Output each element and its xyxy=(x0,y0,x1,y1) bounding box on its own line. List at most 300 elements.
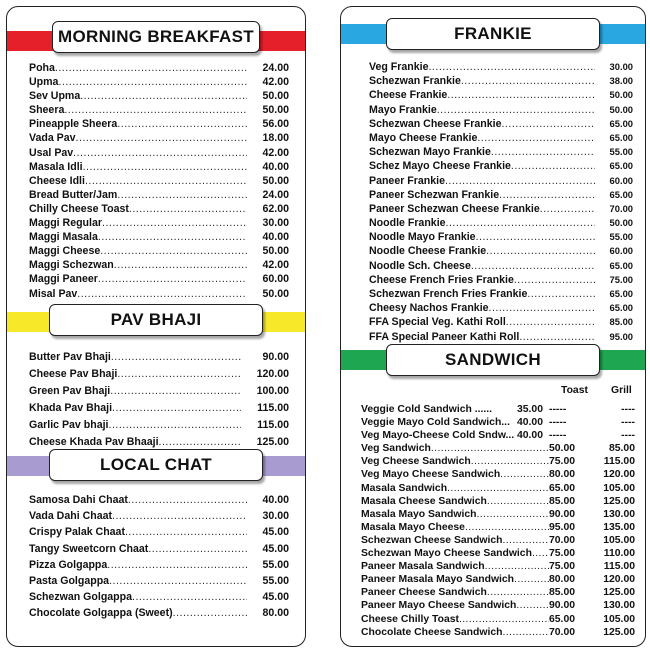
item-price: 45.00 xyxy=(262,526,289,539)
dot-leader xyxy=(487,586,549,599)
item-name: Usal Pav xyxy=(29,146,74,159)
menu-item xyxy=(29,508,289,524)
item-name: Masala Mayo Sandwich xyxy=(361,508,477,520)
toast-price: 75.00 xyxy=(549,456,576,468)
item-price: 65.00 xyxy=(609,188,633,200)
dot-leader xyxy=(499,188,595,202)
menu-item xyxy=(29,160,289,174)
dot-leader xyxy=(100,244,247,258)
toast-price: 95.00 xyxy=(549,521,576,533)
sandwich-item xyxy=(361,521,635,534)
grill-price: 105.00 xyxy=(603,613,635,625)
toast-dash: ----- xyxy=(549,404,567,415)
menu-item xyxy=(369,74,633,88)
item-price: 65.00 xyxy=(609,160,633,172)
menu-item xyxy=(29,589,289,605)
sandwich-item xyxy=(361,416,635,429)
dot-leader xyxy=(465,521,549,534)
morning-breakfast-list xyxy=(29,61,289,301)
sandwich-item xyxy=(361,547,635,560)
dot-leader xyxy=(437,103,595,117)
menu-item xyxy=(29,188,289,202)
item-price: 38.00 xyxy=(609,75,633,87)
menu-item xyxy=(369,230,633,244)
item-price: 75.00 xyxy=(609,273,633,285)
morning-breakfast-header: MORNING BREAKFAST xyxy=(52,21,260,53)
pav-bhaji-list xyxy=(29,349,289,451)
item-price: 125.00 xyxy=(256,436,289,448)
grill-price: 130.00 xyxy=(603,600,635,612)
dot-leader xyxy=(527,287,595,301)
toast-price: 80.00 xyxy=(549,469,576,481)
dot-leader xyxy=(489,301,595,315)
sandwich-item xyxy=(361,442,635,455)
menu-item xyxy=(29,103,289,117)
sandwich-item xyxy=(361,455,635,468)
menu-item xyxy=(369,88,633,102)
grill-price: 120.00 xyxy=(603,469,635,481)
menu-item xyxy=(369,315,633,329)
dot-leader xyxy=(446,216,595,230)
dot-leader xyxy=(491,145,595,159)
dot-leader xyxy=(117,188,247,202)
item-name: Masala Sandwich xyxy=(361,482,448,494)
dot-leader xyxy=(471,259,595,273)
item-price: 24.00 xyxy=(262,188,289,201)
menu-item xyxy=(369,117,633,131)
item-price: 50.00 xyxy=(262,287,289,300)
item-price: 65.00 xyxy=(609,288,633,299)
item-price: 55.00 xyxy=(609,146,633,158)
dot-leader xyxy=(516,599,549,612)
toast-column-header: Toast xyxy=(561,385,588,396)
menu-item xyxy=(29,258,289,272)
menu-item xyxy=(29,557,289,573)
item-price: 85.00 xyxy=(609,316,633,328)
item-name: Chocolate Golgappa (Sweet) xyxy=(29,607,173,620)
dot-leader xyxy=(540,202,595,216)
item-name: Schezwan Cheese Frankie xyxy=(369,117,502,130)
menu-item xyxy=(29,131,289,145)
item-name: Veggie Cold Sandwich ...... xyxy=(361,404,493,415)
item-name: Veggie Mayo Cold Sandwich... xyxy=(361,417,510,429)
item-name: Cheese Frankie xyxy=(369,89,448,102)
item-price: 65.00 xyxy=(609,131,633,143)
item-price: 50.00 xyxy=(609,89,633,101)
menu-item xyxy=(29,541,289,557)
item-price: 50.00 xyxy=(262,90,289,103)
item-name: FFA Special Veg. Kathi Roll xyxy=(369,316,506,329)
item-price: 40.00 xyxy=(262,160,289,173)
sandwich-item xyxy=(361,495,635,508)
item-name: Veg Frankie xyxy=(369,61,429,73)
grill-price: 85.00 xyxy=(608,443,635,455)
menu-item xyxy=(29,272,289,286)
item-name: Paneer Schezwan Cheese Frankie xyxy=(369,202,540,215)
dot-leader xyxy=(85,174,247,188)
menu-item xyxy=(29,605,289,621)
menu-item xyxy=(369,259,633,273)
item-name: Schez Mayo Cheese Frankie xyxy=(369,160,511,173)
item-price: 50.00 xyxy=(262,104,289,117)
grill-price: ---- xyxy=(621,417,635,429)
dot-leader xyxy=(73,146,247,160)
grill-price: 125.00 xyxy=(603,587,635,599)
dot-leader xyxy=(117,366,241,383)
item-name: Pineapple Sheera xyxy=(29,118,118,131)
menu-item xyxy=(369,60,633,74)
dot-leader xyxy=(83,160,247,174)
dot-leader xyxy=(477,508,550,521)
item-name: Pizza Golgappa xyxy=(29,558,108,571)
dot-leader xyxy=(114,258,247,272)
item-price: 40.00 xyxy=(262,231,289,244)
left-menu-panel xyxy=(6,6,306,647)
item-name: Veg Mayo-Cheese Cold Sndw... xyxy=(361,430,515,442)
menu-item xyxy=(29,202,289,216)
item-name: Veg Mayo Cheese Sandwich xyxy=(361,469,501,481)
item-name: Vada Pav xyxy=(29,132,76,145)
dot-leader xyxy=(76,131,247,145)
dot-leader xyxy=(117,117,247,131)
sandwich-item xyxy=(361,534,635,547)
dot-leader xyxy=(98,230,247,244)
pav-bhaji-header: PAV BHAJI xyxy=(49,304,263,336)
item-price: 56.00 xyxy=(262,118,289,131)
toast-price: 70.00 xyxy=(549,534,576,546)
dot-leader xyxy=(80,89,247,103)
menu-item xyxy=(369,273,633,287)
sandwich-item xyxy=(361,468,635,481)
item-name: Misal Pav xyxy=(29,287,78,300)
dot-leader xyxy=(471,455,549,468)
dot-leader xyxy=(486,244,595,258)
item-name: Cheese Idli xyxy=(29,174,85,187)
menu-item xyxy=(29,573,289,589)
sandwich-item xyxy=(361,613,635,626)
dot-leader xyxy=(445,174,595,188)
menu-item xyxy=(369,159,633,173)
toast-dash: ----- xyxy=(549,417,567,429)
item-price: 62.00 xyxy=(262,202,289,215)
menu-item xyxy=(29,89,289,103)
toast-price: 75.00 xyxy=(549,561,576,573)
item-name: Noodle Sch. Cheese xyxy=(369,259,471,272)
dot-leader xyxy=(112,400,241,417)
menu-item xyxy=(29,216,289,230)
grill-price: 125.00 xyxy=(603,626,635,638)
item-price: 60.00 xyxy=(609,245,633,257)
menu-item xyxy=(369,174,633,188)
menu-item xyxy=(369,330,633,344)
toast-price: 65.00 xyxy=(549,613,576,625)
local-chat-header: LOCAL CHAT xyxy=(49,449,263,481)
item-price: 100.00 xyxy=(256,385,289,397)
item-name: Bread Butter/Jam xyxy=(29,188,118,201)
item-price: 60.00 xyxy=(262,273,289,286)
grill-price: 125.00 xyxy=(603,495,635,507)
menu-item xyxy=(29,174,289,188)
item-name: Maggi Regular xyxy=(29,217,102,230)
item-price: 50.00 xyxy=(262,174,289,187)
item-name: Paneer Frankie xyxy=(369,174,445,187)
dot-leader xyxy=(102,216,247,230)
item-name: Tangy Sweetcorn Chaat xyxy=(29,542,149,555)
item-name: Noodle Frankie xyxy=(369,217,446,230)
dot-leader xyxy=(111,349,241,366)
item-price: 50.00 xyxy=(609,103,633,115)
item-price: 45.00 xyxy=(262,542,289,555)
dot-leader xyxy=(500,468,549,481)
item-price: 65.00 xyxy=(609,259,633,271)
item-name: Chocolate Cheese Sandwich xyxy=(361,626,503,638)
dot-leader xyxy=(506,315,595,329)
grill-price: 115.00 xyxy=(603,456,635,468)
dot-leader xyxy=(173,605,247,621)
dot-leader xyxy=(502,626,549,639)
toast-price: 85.00 xyxy=(549,587,576,599)
item-name: Cheese Chilly Toast xyxy=(361,613,459,625)
menu-item xyxy=(29,146,289,160)
item-price: 115.00 xyxy=(257,419,289,431)
toast-price: 90.00 xyxy=(549,600,576,612)
dot-leader xyxy=(428,60,595,74)
item-price: 30.00 xyxy=(262,510,289,523)
sandwich-list xyxy=(361,403,635,639)
dot-leader xyxy=(487,495,549,508)
item-name: Masala Idli xyxy=(29,160,83,173)
menu-item xyxy=(29,230,289,244)
item-name: FFA Special Paneer Kathi Roll xyxy=(369,330,520,343)
grill-price: ---- xyxy=(621,430,635,442)
cold-price: 40.00 xyxy=(516,430,543,442)
item-price: 50.00 xyxy=(609,217,633,229)
dot-leader xyxy=(476,230,595,244)
dot-leader xyxy=(502,534,549,547)
menu-item xyxy=(369,103,633,117)
sandwich-item xyxy=(361,482,635,495)
local-chat-list xyxy=(29,492,289,622)
menu-item xyxy=(29,492,289,508)
item-price: 40.00 xyxy=(262,494,289,506)
dot-leader xyxy=(58,75,247,89)
item-name: Poha xyxy=(29,62,55,74)
item-name: Cheese Pav Bhaji xyxy=(29,368,118,380)
dot-leader xyxy=(77,287,247,301)
item-price: 30.00 xyxy=(262,217,289,230)
toast-price: 80.00 xyxy=(549,574,576,586)
item-price: 95.00 xyxy=(609,330,633,342)
cold-price: 40.00 xyxy=(516,417,543,429)
dot-leader xyxy=(514,273,595,287)
item-name: Mayo Frankie xyxy=(369,103,437,116)
item-name: Cheese French Fries Frankie xyxy=(369,273,514,286)
menu-item xyxy=(29,400,289,417)
item-name: Noodle Cheese Frankie xyxy=(369,245,487,258)
item-price: 65.00 xyxy=(609,117,633,129)
dot-leader xyxy=(485,560,549,573)
dot-leader xyxy=(447,482,549,495)
menu-item xyxy=(29,524,289,540)
dot-leader xyxy=(112,508,247,524)
item-price: 120.00 xyxy=(256,368,289,380)
menu-item xyxy=(369,287,633,301)
item-name: Schezwan Frankie xyxy=(369,75,461,88)
item-name: Schezwan Golgappa xyxy=(29,591,133,604)
item-price: 90.00 xyxy=(262,351,289,363)
item-name: Maggi Schezwan xyxy=(29,259,114,272)
toast-price: 75.00 xyxy=(549,548,576,560)
grill-price: ---- xyxy=(621,404,635,415)
menu-item xyxy=(29,349,289,366)
item-name: Upma xyxy=(29,76,59,89)
menu-item xyxy=(369,216,633,230)
item-price: 45.00 xyxy=(262,591,289,604)
item-name: Sev Upma xyxy=(29,90,81,103)
toast-price: 90.00 xyxy=(549,508,576,520)
item-name: Veg Cheese Sandwich xyxy=(361,456,471,468)
menu-item xyxy=(369,145,633,159)
grill-price: 135.00 xyxy=(603,521,635,533)
item-name: Veg Sandwich xyxy=(361,443,431,455)
grill-price: 105.00 xyxy=(603,482,635,494)
item-name: Maggi Cheese xyxy=(29,245,101,258)
dot-leader xyxy=(501,117,595,131)
item-name: Schezwan French Fries Frankie xyxy=(369,288,528,300)
dot-leader xyxy=(109,573,247,589)
item-name: Noodle Mayo Frankie xyxy=(369,231,476,244)
dot-leader xyxy=(129,202,247,216)
item-price: 115.00 xyxy=(257,402,289,414)
frankie-list xyxy=(369,60,633,344)
item-price: 80.00 xyxy=(262,607,289,620)
dot-leader xyxy=(447,88,595,102)
grill-price: 130.00 xyxy=(603,508,635,520)
grill-price: 110.00 xyxy=(603,548,635,560)
menu-item xyxy=(369,202,633,216)
sandwich-item xyxy=(361,573,635,586)
menu-item xyxy=(29,75,289,89)
item-price: 65.00 xyxy=(609,302,633,314)
item-name: Maggi Masala xyxy=(29,231,98,244)
grill-price: 120.00 xyxy=(603,574,635,586)
sandwich-item xyxy=(361,560,635,573)
menu-item xyxy=(29,117,289,131)
item-name: Paneer Mayo Cheese Sandwich xyxy=(361,600,517,612)
item-price: 50.00 xyxy=(262,245,289,258)
menu-item xyxy=(369,301,633,315)
menu-item xyxy=(369,188,633,202)
item-price: 60.00 xyxy=(609,174,633,186)
item-price: 42.00 xyxy=(262,76,289,89)
toast-dash: ----- xyxy=(549,430,567,442)
dot-leader xyxy=(125,524,247,540)
item-price: 18.00 xyxy=(262,132,289,145)
menu-item xyxy=(29,383,289,400)
dot-leader xyxy=(107,557,247,573)
item-name: Masala Mayo Cheese xyxy=(361,521,465,533)
frankie-header: FRANKIE xyxy=(386,18,600,50)
dot-leader xyxy=(132,589,247,605)
sandwich-item xyxy=(361,599,635,612)
item-name: Pasta Golgappa xyxy=(29,574,110,587)
menu-item xyxy=(29,244,289,258)
item-price: 42.00 xyxy=(262,259,289,272)
item-name: Paneer Masala Sandwich xyxy=(361,561,485,573)
item-name: Cheesy Nachos Frankie xyxy=(369,302,489,315)
item-name: Chilly Cheese Toast xyxy=(29,202,129,215)
item-name: Paneer Cheese Sandwich xyxy=(361,587,487,599)
dot-leader xyxy=(148,541,247,557)
item-price: 70.00 xyxy=(609,202,633,214)
item-name: Schezwan Cheese Sandwich xyxy=(361,534,503,546)
item-price: 42.00 xyxy=(262,146,289,159)
sandwich-item xyxy=(361,508,635,521)
item-name: Sheera xyxy=(29,104,65,117)
item-name: Mayo Cheese Frankie xyxy=(369,131,478,144)
right-menu-panel xyxy=(340,6,646,647)
sandwich-item xyxy=(361,429,635,442)
sandwich-header: SANDWICH xyxy=(386,344,600,376)
item-name: Maggi Paneer xyxy=(29,273,98,286)
item-price: 55.00 xyxy=(609,231,633,243)
dot-leader xyxy=(55,61,247,75)
dot-leader xyxy=(459,613,549,626)
item-name: Vada Dahi Chaat xyxy=(29,510,113,523)
item-name: Paneer Masala Mayo Sandwich xyxy=(361,574,515,586)
sandwich-item xyxy=(361,626,635,639)
item-name: Green Pav Bhaji xyxy=(29,385,111,397)
item-price: 24.00 xyxy=(262,62,289,74)
dot-leader xyxy=(98,272,247,286)
dot-leader xyxy=(519,330,595,344)
grill-price: 105.00 xyxy=(603,534,635,546)
item-price: 55.00 xyxy=(262,574,289,587)
menu-item xyxy=(369,131,633,145)
dot-leader xyxy=(128,492,247,508)
dot-leader xyxy=(514,573,549,586)
toast-price: 70.00 xyxy=(549,626,576,638)
grill-price: 115.00 xyxy=(603,561,635,573)
menu-item xyxy=(369,244,633,258)
item-name: Butter Pav Bhaji xyxy=(29,351,111,363)
grill-column-header: Grill xyxy=(611,385,632,396)
dot-leader xyxy=(110,383,241,400)
item-name: Schezwan Mayo Cheese Sandwich xyxy=(361,548,532,560)
item-name: Schezwan Mayo Frankie xyxy=(369,146,491,159)
dot-leader xyxy=(477,131,595,145)
item-name: Garlic Pav bhaji xyxy=(29,419,109,431)
dot-leader xyxy=(431,442,549,455)
item-name: Crispy Palak Chaat xyxy=(29,526,125,539)
item-name: Cheese Khada Pav Bhaaji xyxy=(29,436,159,448)
menu-item xyxy=(29,287,289,301)
item-price: 30.00 xyxy=(609,61,633,72)
dot-leader xyxy=(532,547,549,560)
cold-price: 35.00 xyxy=(516,404,543,415)
dot-leader xyxy=(511,159,595,173)
sandwich-item xyxy=(361,586,635,599)
toast-price: 65.00 xyxy=(549,482,576,494)
item-name: Paneer Schezwan Frankie xyxy=(369,188,500,201)
sandwich-item xyxy=(361,403,635,416)
item-name: Masala Cheese Sandwich xyxy=(361,495,487,507)
menu-item xyxy=(29,61,289,75)
toast-price: 50.00 xyxy=(549,443,576,455)
item-name: Samosa Dahi Chaat xyxy=(29,494,128,506)
menu-item xyxy=(29,417,289,434)
dot-leader xyxy=(64,103,247,117)
